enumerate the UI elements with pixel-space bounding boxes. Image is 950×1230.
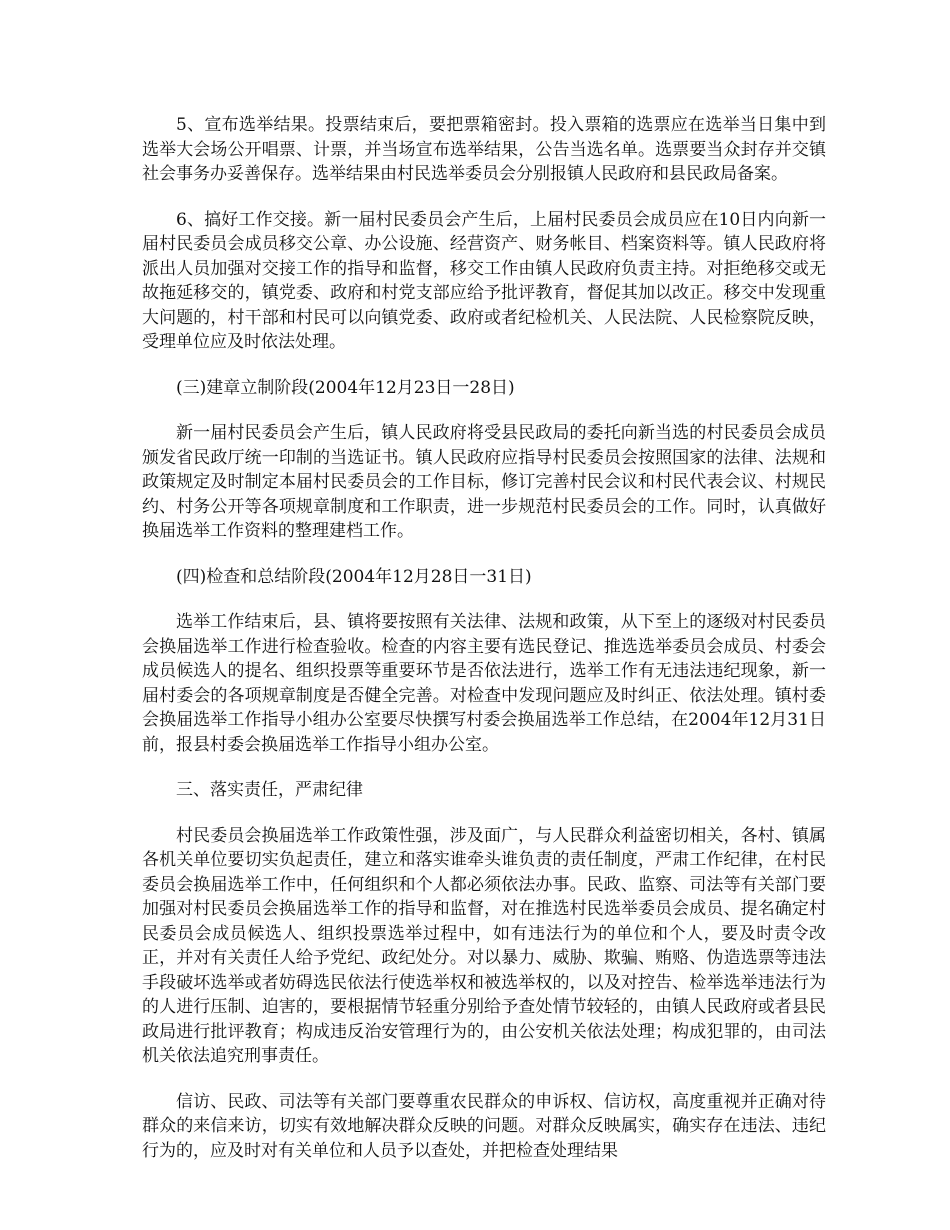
paragraph-announce-results: 5、宣布选举结果。投票结束后，要把票箱密封。投入票箱的选票应在选举当日集中到选举大会场公开唱票、计票，并当场宣布选举结果，公告当选名单。选票要当众封存并交镇社会事务办妥善保存。选举结果由村民选举委员会分别报镇人民政府和县民政局备案。 bbox=[142, 115, 826, 184]
paragraph-work-handover: 6、搞好工作交接。新一届村民委员会产生后，上届村民委员会成员应在10日内向新一届村民委员会成员移交公章、办公设施、经营资产、财务帐目、档案资料等。镇人民政府将派出人员加强对交接工作的指导和监督，移交工作由镇人民政府负责主持。对拒绝移交或无故拖延移交的，镇党委、政府和村党支部应给予批评教育，督促其加以改正。移交中发现重大问题的，村干部和村民可以向镇党委、政府或者纪检机关、人民法院、人民检察院反映，受理单位应及时依法处理。 bbox=[142, 209, 826, 352]
paragraph-petitions: 信访、民政、司法等有关部门要尊重农民群众的申诉权、信访权，高度重视并正确对待群众的来信来访，切实有效地解决群众反映的问题。对群众反映属实，确实存在违法、违纪行为的，应及时对有关单位和人员予以查处，并把检查处理结果 bbox=[142, 1091, 826, 1161]
heading-rules-stage: (三)建章立制阶段(2004年12月23日一28日) bbox=[176, 377, 515, 398]
document-body bbox=[142, 113, 826, 1184]
paragraph-inspection-stage: 选举工作结束后，县、镇将要按照有关法律、法规和政策，从下至上的逐级对村民委员会换届选举工作进行检查验收。检查的内容主要有选民登记、推选选举委员会成员、村委会成员候选人的提名、组织投票等重要环节是否依法进行，选举工作有无违法违纪现象，新一届村委会的各项规章制度是否健全完善。对检查中发现问题应及时纠正、依法处理。镇村委会换届选举工作指导小组办公室要尽快撰写村委会换届选举工作总结，在2004年12月31日前，报县村委会换届选举工作指导小组办公室。 bbox=[142, 612, 826, 755]
heading-responsibility-discipline: 三、落实责任，严肃纪律 bbox=[176, 780, 363, 800]
paragraph-responsibility: 村民委员会换届选举工作政策性强，涉及面广，与人民群众利益密切相关，各村、镇属各机关单位要切实负起责任，建立和落实谁牵头谁负责的责任制度，严肃工作纪律，在村民委员会换届选举工作中，任何组织和个人都必须依法办事。民政、监察、司法等有关部门要加强对村民委员会换届选举工作的指导和监督，对在推选村民选举委员会成员、提名确定村民委员会成员候选人、组织投票选举过程中，如有违法行为的单位和个人，要及时责令改正，并对有关责任人给予党纪、政纪处分。对以暴力、威胁、欺骗、贿赂、伪造选票等违法手段破坏选举或者妨碍选民依法行使选举权和被选举权的，以及对控告、检举选举违法行为的人进行压制、迫害的，要根据情节轻重分别给予查处情节较轻的，由镇人民政府或者县民政局进行批评教育；构成违反治安管理行为的，由公安机关依法处理；构成犯罪的，由司法机关依法追究刑事责任。 bbox=[142, 825, 826, 1066]
heading-inspection-stage: (四)检查和总结阶段(2004年12月28日一31日) bbox=[176, 566, 532, 587]
paragraph-rules-stage: 新一届村民委员会产生后，镇人民政府将受县民政局的委托向新当选的村民委员会成员颁发省民政厅统一印制的当选证书。镇人民政府应指导村民委员会按照国家的法律、法规和政策规定及时制定本届村民委员会的工作目标，修订完善村民会议和村民代表会议、村规民约、村务公开等各项规章制度和工作职责，进一步规范村民委员会的工作。同时，认真做好换届选举工作资料的整理建档工作。 bbox=[142, 423, 826, 541]
